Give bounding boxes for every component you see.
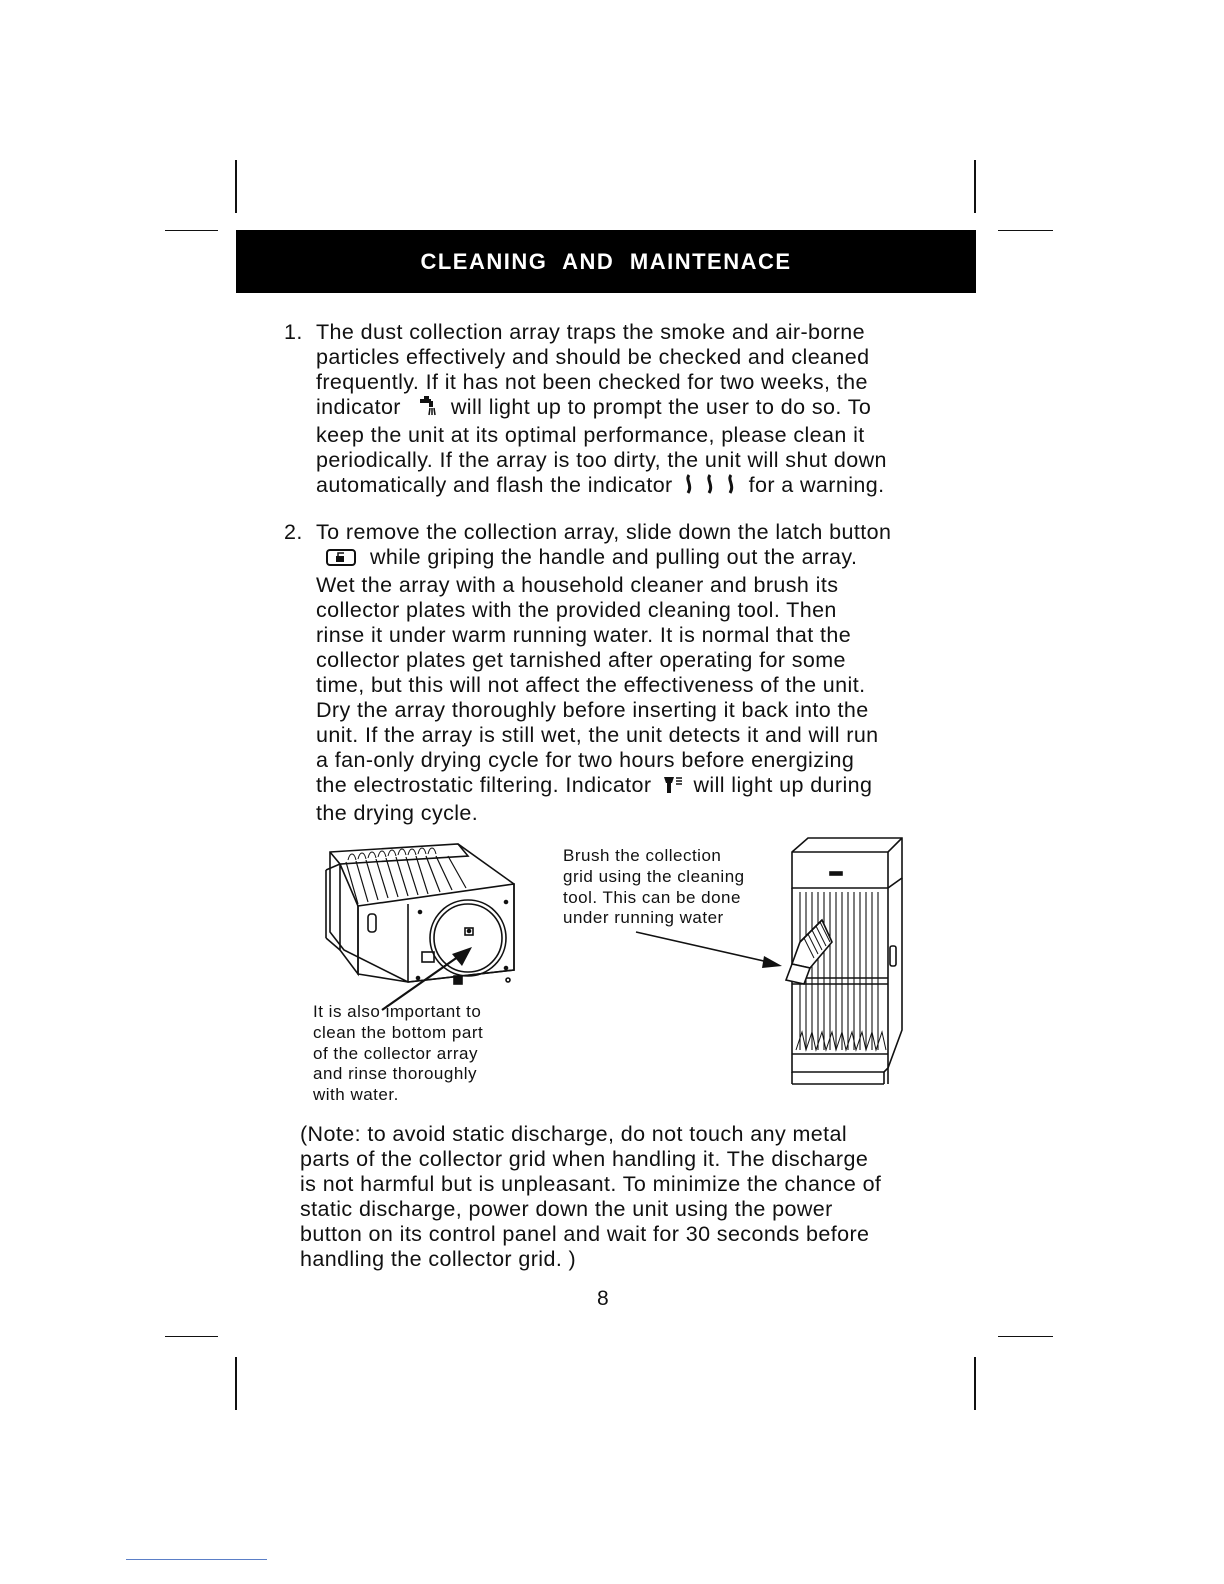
- crop-mark-top-right-vertical: [974, 160, 976, 213]
- text-line-with-icon: [284, 473, 887, 501]
- fan-drying-icon: [663, 775, 683, 801]
- text-segment: will light up during: [693, 773, 873, 797]
- text-line: a fan-only drying cycle for two hours before energizing: [316, 748, 855, 772]
- caption-line: with water.: [313, 1085, 399, 1105]
- item-number: 2.: [284, 520, 303, 544]
- text-line: collector plates with the provided cleaning tool. Then: [316, 598, 837, 622]
- crop-mark-top-left-vertical: [235, 160, 237, 213]
- text-line: Wet the array with a household cleaner and brush its: [316, 573, 839, 597]
- text-line: The dust collection array traps the smoke and air-borne: [316, 320, 866, 344]
- caption-line: and rinse thoroughly: [313, 1064, 478, 1084]
- text-line-with-icon: [284, 545, 891, 573]
- text-line: rinse it under warm running water. It is normal that the: [316, 623, 852, 647]
- text-segment: the electrostatic filtering. Indicator: [316, 773, 652, 797]
- text-line: frequently. If it has not been checked for two weeks, the: [316, 370, 868, 394]
- brush-grid-caption: [563, 846, 745, 929]
- warning-wave-icon: [683, 473, 739, 501]
- note-line: is not harmful but is unpleasant. To minimize the chance of: [300, 1172, 882, 1196]
- latch-button-icon: [326, 548, 356, 573]
- caption-line: clean the bottom part: [313, 1022, 484, 1042]
- caption-line: tool. This can be done: [563, 887, 741, 907]
- crop-mark-bottom-right-vertical: [974, 1357, 976, 1410]
- section-title: CLEANING AND MAINTENACE: [420, 248, 792, 274]
- text-line: particles effectively and should be checked and cleaned: [316, 345, 870, 369]
- text-line: collector plates get tarnished after operating for some: [316, 648, 846, 672]
- text-line-with-icon: [284, 773, 891, 801]
- item-number: 1.: [284, 320, 303, 344]
- note-line: button on its control panel and wait for 30 seconds before: [300, 1222, 870, 1246]
- text-segment: while griping the handle and pulling out the array.: [370, 545, 858, 569]
- note-line: parts of the collector grid when handling it. The discharge: [300, 1147, 869, 1171]
- footnote-separator: [126, 1559, 267, 1560]
- text-line: time, but this will not affect the effectiveness of the unit.: [316, 673, 866, 697]
- text-line: unit. If the array is still wet, the unit detects it and will run: [316, 723, 879, 747]
- text-segment: automatically and flash the indicator: [316, 473, 673, 497]
- crop-mark-bottom-left-horizontal: [165, 1336, 218, 1337]
- text-line-with-icon: [284, 395, 887, 423]
- static-discharge-note: [300, 1122, 881, 1272]
- air-purifier-tower-illustration: [784, 836, 910, 1092]
- crop-mark-top-left-horizontal: [165, 230, 218, 231]
- caption-line: It is also important to: [313, 1002, 482, 1021]
- faucet-icon: [417, 395, 439, 423]
- text-segment: for a warning.: [748, 473, 885, 497]
- caption-line: Brush the collection: [563, 846, 722, 865]
- text-line: keep the unit at its optimal performance, please clean it: [316, 423, 865, 447]
- caption-line: grid using the cleaning: [563, 866, 745, 886]
- instruction-item-2: [284, 520, 891, 826]
- section-header: [236, 230, 976, 293]
- text-line: the drying cycle.: [316, 801, 479, 825]
- crop-mark-top-right-horizontal: [998, 230, 1053, 231]
- caption-line: under running water: [563, 908, 724, 928]
- text-segment: will light up to prompt the user to do so. To: [450, 395, 872, 419]
- note-line: handling the collector grid. ): [300, 1247, 577, 1271]
- note-line: static discharge, power down the unit using the power: [300, 1197, 833, 1221]
- instruction-item-1: [284, 320, 887, 501]
- crop-mark-bottom-left-vertical: [235, 1357, 237, 1410]
- note-line: (Note: to avoid static discharge, do not touch any metal: [300, 1122, 848, 1146]
- text-line: To remove the collection array, slide down the latch button: [316, 520, 892, 544]
- caption-line: of the collector array: [313, 1043, 479, 1063]
- crop-mark-bottom-right-horizontal: [998, 1336, 1053, 1337]
- text-segment: indicator: [316, 395, 401, 419]
- page-number: 8: [597, 1287, 609, 1310]
- text-line: Dry the array thoroughly before inserting it back into the: [316, 698, 869, 722]
- brush-arrow: [636, 930, 786, 972]
- text-line: periodically. If the array is too dirty, the unit will shut down: [316, 448, 887, 472]
- bottom-cleaning-caption: [313, 1002, 483, 1106]
